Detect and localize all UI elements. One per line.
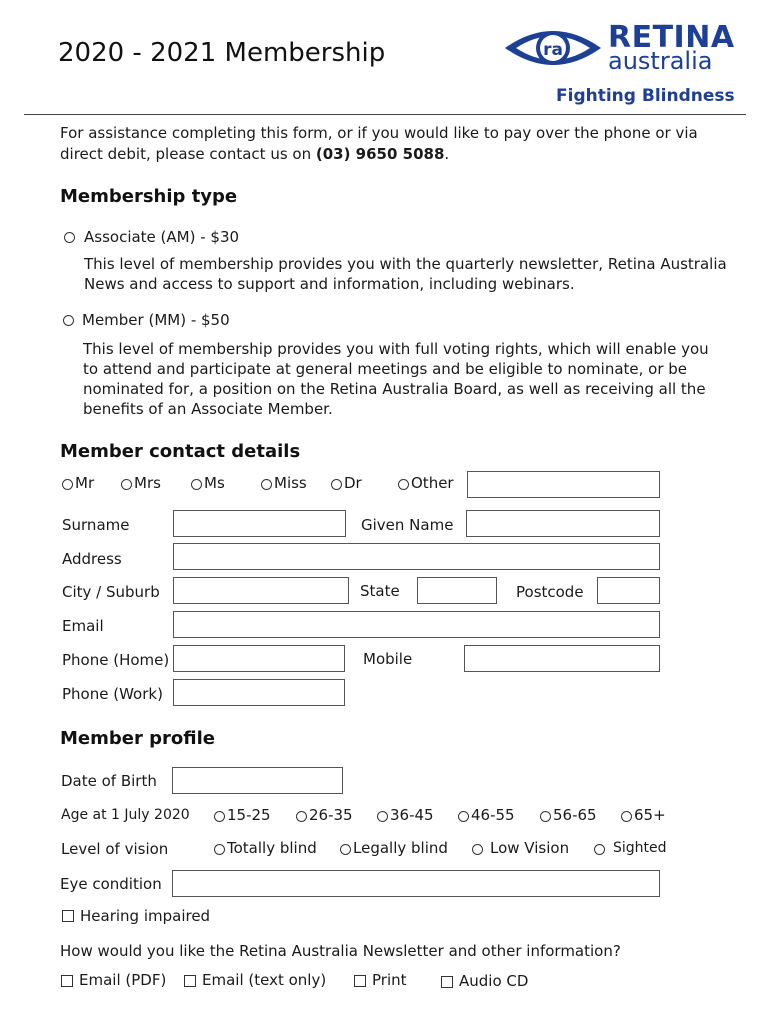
address-label: Address — [62, 550, 122, 568]
vision-label: Level of vision — [61, 840, 169, 858]
age-46-55-label: 46-55 — [471, 806, 515, 824]
intro-line-2: direct debit, please contact us on (03) 9650 5088. — [60, 145, 450, 163]
email-label: Email — [62, 617, 104, 635]
city-label: City / Suburb — [62, 583, 160, 601]
vision-totally-blind-label: Totally blind — [227, 839, 317, 857]
member-desc-4: benefits of an Associate Member. — [83, 400, 333, 418]
profile-heading: Member profile — [60, 728, 215, 749]
given-name-field[interactable] — [466, 510, 660, 537]
state-field[interactable] — [417, 577, 497, 604]
newsletter-print-label: Print — [372, 971, 407, 989]
phone-work-label: Phone (Work) — [62, 685, 163, 703]
eye-condition-label: Eye condition — [60, 875, 162, 893]
age-36-45-label: 36-45 — [390, 806, 434, 824]
phone-work-field[interactable] — [173, 679, 345, 706]
title-dr-radio[interactable] — [331, 479, 342, 490]
age-15-25-radio[interactable] — [214, 811, 225, 822]
given-name-label: Given Name — [361, 516, 454, 534]
postcode-field[interactable] — [597, 577, 660, 604]
title-other-field[interactable] — [467, 471, 660, 498]
age-label: Age at 1 July 2020 — [61, 807, 190, 823]
vision-sighted-radio[interactable] — [594, 844, 605, 855]
vision-low-vision-label: Low Vision — [490, 839, 570, 857]
associate-label: Associate (AM) - $30 — [84, 228, 240, 246]
age-36-45-radio[interactable] — [377, 811, 388, 822]
dob-label: Date of Birth — [61, 772, 157, 790]
member-desc-3: nominated for, a position on the Retina Australia Board, as well as receiving all the — [83, 380, 706, 398]
associate-desc-2: News and access to support and information, including webinars. — [84, 275, 575, 293]
age-56-65-label: 56-65 — [553, 806, 597, 824]
member-label: Member (MM) - $50 — [82, 311, 230, 329]
page-title: 2020 - 2021 Membership — [58, 38, 386, 68]
age-65-plus-radio[interactable] — [621, 811, 632, 822]
hearing-impaired-label: Hearing impaired — [80, 907, 211, 925]
age-46-55-radio[interactable] — [458, 811, 469, 822]
dob-field[interactable] — [172, 767, 343, 794]
city-field[interactable] — [173, 577, 349, 604]
state-label: State — [360, 582, 400, 600]
membership-type-heading: Membership type — [60, 186, 238, 207]
vision-legally-blind-label: Legally blind — [353, 839, 448, 857]
eye-logo-icon — [502, 22, 604, 74]
associate-radio[interactable] — [64, 232, 75, 243]
intro-line-1: For assistance completing this form, or if you would like to pay over the phone or via — [60, 124, 698, 142]
title-miss-radio[interactable] — [261, 479, 272, 490]
logo-word-australia: australia — [608, 47, 713, 75]
title-ms-label: Ms — [204, 474, 225, 492]
newsletter-audio-cd-label: Audio CD — [459, 972, 529, 990]
hearing-impaired-checkbox[interactable] — [62, 910, 74, 922]
title-other-label: Other — [411, 474, 454, 492]
newsletter-audio-cd-checkbox[interactable] — [441, 976, 453, 988]
title-other-radio[interactable] — [398, 479, 409, 490]
surname-label: Surname — [62, 516, 130, 534]
associate-desc-1: This level of membership provides you with the quarterly newsletter, Retina Australia — [84, 255, 727, 273]
title-mr-radio[interactable] — [62, 479, 73, 490]
title-mrs-radio[interactable] — [121, 479, 132, 490]
newsletter-print-checkbox[interactable] — [354, 975, 366, 987]
surname-field[interactable] — [173, 510, 346, 537]
newsletter-email-text-label: Email (text only) — [202, 971, 327, 989]
title-ms-radio[interactable] — [191, 479, 202, 490]
phone-home-field[interactable] — [173, 645, 345, 672]
newsletter-email-pdf-checkbox[interactable] — [61, 975, 73, 987]
title-dr-label: Dr — [344, 474, 362, 492]
newsletter-question: How would you like the Retina Australia Newsletter and other information? — [60, 942, 621, 960]
logo-word-retina: RETINA — [608, 20, 735, 55]
member-desc-2: to attend and participate at general meetings and be eligible to nominate, or be — [83, 360, 688, 378]
title-mrs-label: Mrs — [134, 474, 161, 492]
header-divider — [24, 114, 746, 115]
email-field[interactable] — [173, 611, 660, 638]
title-miss-label: Miss — [274, 474, 307, 492]
age-26-35-radio[interactable] — [296, 811, 307, 822]
tagline: Fighting Blindness — [556, 86, 735, 106]
contact-heading: Member contact details — [60, 441, 301, 462]
eye-condition-field[interactable] — [172, 870, 660, 897]
contact-phone: (03) 9650 5088 — [315, 145, 445, 163]
address-field[interactable] — [173, 543, 660, 570]
vision-low-vision-radio[interactable] — [472, 844, 483, 855]
member-radio[interactable] — [63, 315, 74, 326]
age-26-35-label: 26-35 — [309, 806, 353, 824]
title-mr-label: Mr — [75, 474, 95, 492]
vision-legally-blind-radio[interactable] — [340, 844, 351, 855]
mobile-field[interactable] — [464, 645, 660, 672]
newsletter-email-pdf-label: Email (PDF) — [79, 971, 167, 989]
postcode-label: Postcode — [516, 583, 584, 601]
age-56-65-radio[interactable] — [540, 811, 551, 822]
age-15-25-label: 15-25 — [227, 806, 271, 824]
phone-home-label: Phone (Home) — [62, 651, 170, 669]
member-desc-1: This level of membership provides you with full voting rights, which will enable you — [83, 340, 709, 358]
logo-emblem-text: ra — [543, 40, 563, 60]
age-65-plus-label: 65+ — [634, 806, 666, 824]
mobile-label: Mobile — [363, 650, 413, 668]
newsletter-email-text-checkbox[interactable] — [184, 975, 196, 987]
vision-totally-blind-radio[interactable] — [214, 844, 225, 855]
vision-sighted-label: Sighted — [613, 840, 667, 856]
